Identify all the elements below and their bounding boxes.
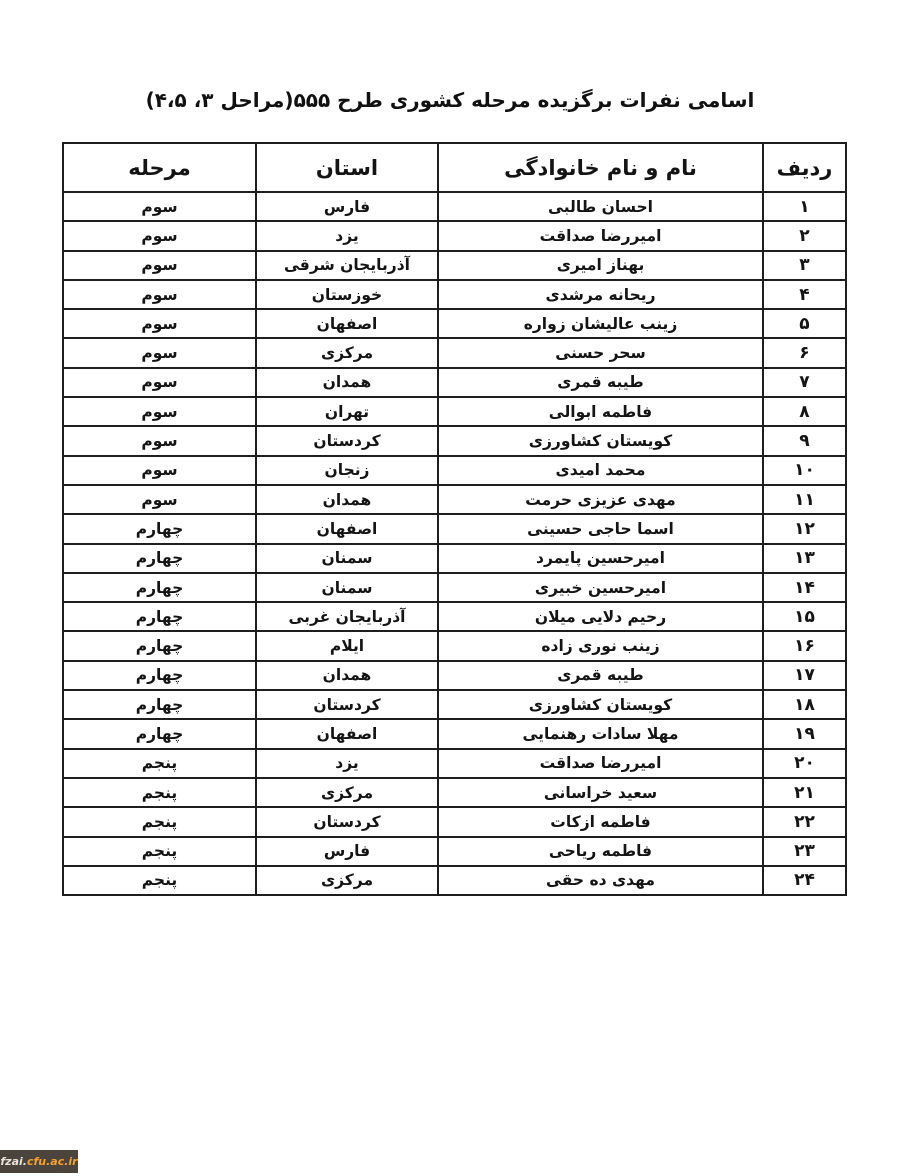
table-row — [63, 251, 846, 280]
stage-cell: سوم — [63, 368, 256, 397]
full-name-cell: بهناز امیری — [438, 251, 763, 280]
full-name-cell: زینب نوری زاده — [438, 631, 763, 660]
stage-cell: چهارم — [63, 719, 256, 748]
table-row — [63, 485, 846, 514]
stage-cell: چهارم — [63, 631, 256, 660]
header-province: استان — [256, 143, 438, 192]
full-name-cell: مهدی ده حقی — [438, 866, 763, 895]
stage-cell: پنجم — [63, 837, 256, 866]
full-name-cell: کویستان کشاورزی — [438, 426, 763, 455]
stage-cell: سوم — [63, 338, 256, 367]
province-cell: اصفهان — [256, 514, 438, 543]
row-number-cell: ۲ — [763, 221, 846, 250]
province-cell: آذربایجان غربی — [256, 602, 438, 631]
table-row — [63, 280, 846, 309]
table-row — [63, 514, 846, 543]
full-name-cell: کویستان کشاورزی — [438, 690, 763, 719]
row-number-cell: ۱۸ — [763, 690, 846, 719]
full-name-cell: امیرحسین پایمرد — [438, 544, 763, 573]
table-row — [63, 192, 846, 221]
province-cell: خوزستان — [256, 280, 438, 309]
table-row — [63, 866, 846, 895]
table-row — [63, 456, 846, 485]
stage-cell: چهارم — [63, 514, 256, 543]
province-cell: تهران — [256, 397, 438, 426]
row-number-cell: ۲۲ — [763, 807, 846, 836]
full-name-cell: امیرحسین خبیری — [438, 573, 763, 602]
stage-cell: سوم — [63, 251, 256, 280]
province-cell: کردستان — [256, 690, 438, 719]
row-number-cell: ۷ — [763, 368, 846, 397]
table-row — [63, 807, 846, 836]
table-row — [63, 631, 846, 660]
row-number-cell: ۱۳ — [763, 544, 846, 573]
stage-cell: پنجم — [63, 866, 256, 895]
table-header-row — [63, 143, 846, 192]
row-number-cell: ۱۵ — [763, 602, 846, 631]
row-number-cell: ۱۲ — [763, 514, 846, 543]
province-cell: یزد — [256, 749, 438, 778]
row-number-cell: ۵ — [763, 309, 846, 338]
watermark-site-domain: cfu.ac.ir — [26, 1155, 78, 1168]
stage-cell: چهارم — [63, 690, 256, 719]
province-cell: فارس — [256, 192, 438, 221]
table-row — [63, 426, 846, 455]
row-number-cell: ۸ — [763, 397, 846, 426]
full-name-cell: طیبه قمری — [438, 368, 763, 397]
stage-cell: سوم — [63, 309, 256, 338]
table-row — [63, 749, 846, 778]
watermark-badge — [0, 1150, 78, 1173]
row-number-cell: ۱۰ — [763, 456, 846, 485]
table-row — [63, 778, 846, 807]
stage-cell: سوم — [63, 397, 256, 426]
stage-cell: چهارم — [63, 544, 256, 573]
table-row — [63, 602, 846, 631]
stage-cell: سوم — [63, 426, 256, 455]
full-name-cell: رحیم دلایی میلان — [438, 602, 763, 631]
full-name-cell: طیبه قمری — [438, 661, 763, 690]
row-number-cell: ۱۴ — [763, 573, 846, 602]
stage-cell: چهارم — [63, 573, 256, 602]
stage-cell: پنجم — [63, 778, 256, 807]
row-number-cell: ۲۴ — [763, 866, 846, 895]
stage-cell: سوم — [63, 192, 256, 221]
province-cell: ایلام — [256, 631, 438, 660]
table-row — [63, 544, 846, 573]
full-name-cell: فاطمه ابوالی — [438, 397, 763, 426]
full-name-cell: فاطمه ازکات — [438, 807, 763, 836]
page-title: اسامی نفرات برگزیده مرحله کشوری طرح ۵۵۵(مراحل ۳، ۴،۵) — [145, 88, 755, 112]
province-cell: همدان — [256, 485, 438, 514]
province-cell: کردستان — [256, 807, 438, 836]
stage-cell: چهارم — [63, 661, 256, 690]
watermark-site-prefix: fzai. — [0, 1155, 27, 1168]
row-number-cell: ۶ — [763, 338, 846, 367]
province-cell: سمنان — [256, 544, 438, 573]
header-row-number: ردیف — [763, 143, 846, 192]
full-name-cell: احسان طالبی — [438, 192, 763, 221]
province-cell: زنجان — [256, 456, 438, 485]
row-number-cell: ۱۶ — [763, 631, 846, 660]
full-name-cell: امیررضا صداقت — [438, 221, 763, 250]
full-name-cell: ریحانه مرشدی — [438, 280, 763, 309]
table-row — [63, 309, 846, 338]
province-cell: فارس — [256, 837, 438, 866]
full-name-cell: محمد امیدی — [438, 456, 763, 485]
stage-cell: سوم — [63, 280, 256, 309]
results-table — [62, 142, 847, 896]
full-name-cell: سحر حسنی — [438, 338, 763, 367]
stage-cell: چهارم — [63, 602, 256, 631]
table-body — [63, 192, 846, 895]
table-row — [63, 397, 846, 426]
full-name-cell: امیررضا صداقت — [438, 749, 763, 778]
province-cell: اصفهان — [256, 309, 438, 338]
row-number-cell: ۳ — [763, 251, 846, 280]
table-row — [63, 837, 846, 866]
table-row — [63, 368, 846, 397]
stage-cell: سوم — [63, 456, 256, 485]
province-cell: کردستان — [256, 426, 438, 455]
full-name-cell: اسما حاجی حسینی — [438, 514, 763, 543]
province-cell: مرکزی — [256, 778, 438, 807]
province-cell: آذربایجان شرقی — [256, 251, 438, 280]
header-full-name: نام و نام خانوادگی — [438, 143, 763, 192]
table-row — [63, 719, 846, 748]
header-stage: مرحله — [63, 143, 256, 192]
row-number-cell: ۱۷ — [763, 661, 846, 690]
row-number-cell: ۴ — [763, 280, 846, 309]
row-number-cell: ۲۰ — [763, 749, 846, 778]
table-row — [63, 690, 846, 719]
row-number-cell: ۹ — [763, 426, 846, 455]
stage-cell: سوم — [63, 221, 256, 250]
full-name-cell: سعید خراسانی — [438, 778, 763, 807]
full-name-cell: مهلا سادات رهنمایی — [438, 719, 763, 748]
province-cell: همدان — [256, 368, 438, 397]
province-cell: سمنان — [256, 573, 438, 602]
row-number-cell: ۱ — [763, 192, 846, 221]
row-number-cell: ۲۱ — [763, 778, 846, 807]
row-number-cell: ۲۳ — [763, 837, 846, 866]
full-name-cell: زینب عالیشان زواره — [438, 309, 763, 338]
province-cell: یزد — [256, 221, 438, 250]
table-row — [63, 573, 846, 602]
full-name-cell: فاطمه ریاحی — [438, 837, 763, 866]
stage-cell: پنجم — [63, 807, 256, 836]
province-cell: اصفهان — [256, 719, 438, 748]
table-row — [63, 661, 846, 690]
row-number-cell: ۱۱ — [763, 485, 846, 514]
table-row — [63, 338, 846, 367]
row-number-cell: ۱۹ — [763, 719, 846, 748]
full-name-cell: مهدی عزیزی حرمت — [438, 485, 763, 514]
stage-cell: سوم — [63, 485, 256, 514]
province-cell: همدان — [256, 661, 438, 690]
stage-cell: پنجم — [63, 749, 256, 778]
province-cell: مرکزی — [256, 338, 438, 367]
province-cell: مرکزی — [256, 866, 438, 895]
table-row — [63, 221, 846, 250]
